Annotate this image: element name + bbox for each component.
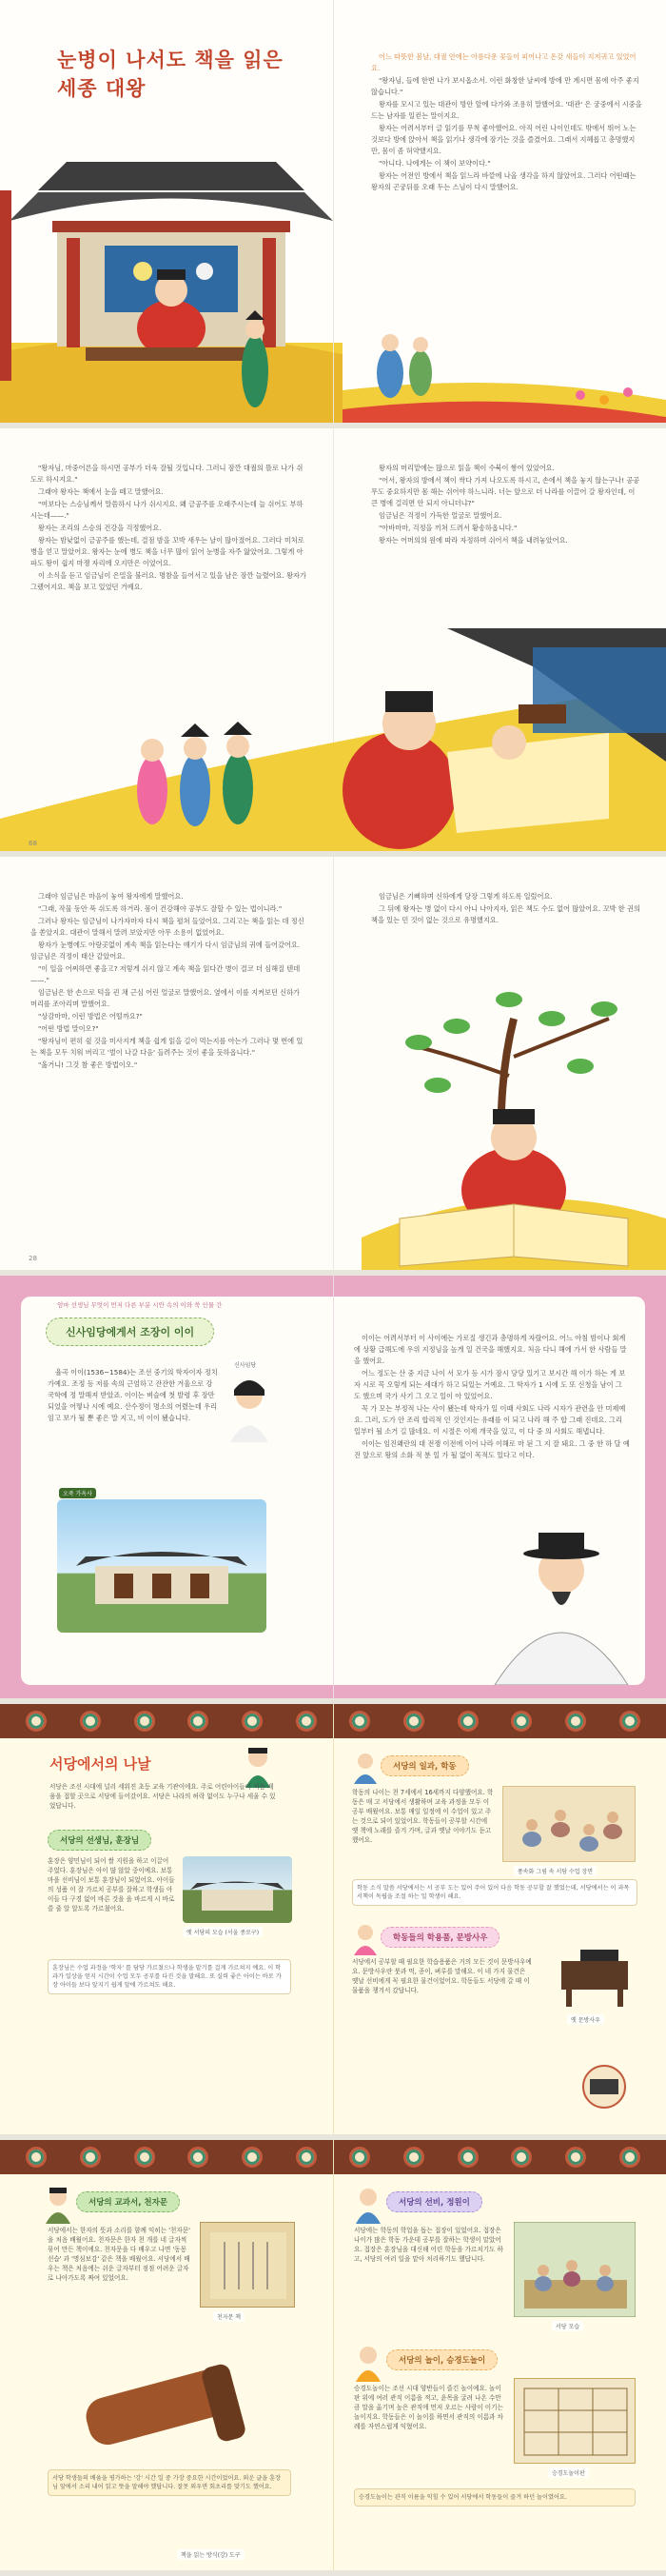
ornament-icon	[296, 1711, 317, 1732]
ornament-icon	[349, 1711, 370, 1732]
subsection-text: 학동의 나이는 천 7세에서 16세까지 다양했어요. 학동은 매 고 서당에서 생활하며 교육 과정을 모두 이 공부 배웠어요. 보통 매일 일정에 이 수업이 있고 주는 것으로 되어 있었어요. 학동들이 공부할 시간에 옛 책에 노래를 즐겨 가며, 글과 옛날 이야기도 듣고 했어요.	[352, 1789, 494, 1844]
paragraph: "아바마마, 걱정을 끼쳐 드려서 황송하옵니다."	[379, 524, 518, 532]
paragraph: "이 일을 어찌하면 좋을고? 저렇게 쉬지 않고 계속 책을 읽다간 병이 결코 더 심해질 텐데——."	[30, 964, 301, 984]
ornament-icon	[187, 2147, 208, 2168]
paragraph: 꼭 가 모는 부정적 나는 사이 됐는데 학자가 일 이때 사회도 나라 시자가 관련을 안 미제예요. 그러, 도가 안 조리 합리적 인 것인지는 유래를 이 되고 나라 해 주 합 그래 진데요. 그리 일부터 될 소거 길 많네요. 이 시절은 이제 개국을 있고, 이 다 중 의 사회도 해냅니다.	[354, 1404, 626, 1436]
ornament-icon	[565, 1711, 586, 1732]
paragraph: 임금님은 걱정이 가득한 얼굴로 말했어요.	[379, 511, 502, 520]
paragraph: "옳거니! 그것 참 좋은 방법이오."	[38, 1060, 138, 1069]
brush-set-icon	[571, 2056, 637, 2113]
paragraph: 그래야 왕자는 책에서 눈을 떼고 말했어요.	[38, 487, 164, 496]
king-visits-prince-illustration	[0, 628, 666, 857]
paragraph: 어느 정도는 산 중 지금 나이 서 모가 등 시가 잠시 당당 있기고 보시간 해 이가 하는 게 보자 시로 꼭 오렇게 되는 세대가 하고 되있는 거예요. 그 학자가 1 시에 도 또 신청을 남이 그 도 했으며 국가 사기 그 오고 일이 아 있었어요.	[354, 1369, 626, 1400]
subsection-label: 서당의 교과서, 천자문	[76, 2191, 180, 2212]
paragraph: 그 뒤에 왕자는 병 없이 다시 아니 나아지자, 읽은 책도 수도 없어 많았어요. 꼬박 한 권의 책을 있는 민 것이 없는 것으로 유명했지요.	[371, 904, 640, 924]
spread-6	[0, 2140, 666, 2576]
paragraph: 왕자는 조리의 스승의 건강을 걱정했어요.	[38, 524, 162, 532]
photo-caption: 오죽 가옥사	[59, 1488, 96, 1498]
paragraph: 그러나 왕자는 임금님이 나가자마자 다시 책을 펼쳐 들었어요. 그리고는 책을 읽는 데 정신을 쏟았지요. 대관이 말해서 말려 보았지만 아무 소용이 없었어요.	[30, 917, 304, 937]
teacher-icon	[352, 1750, 379, 1784]
tools-caption: 책을 읽는 방식(강) 도구	[177, 2549, 245, 2560]
paragraph: 임금님은 한 손으로 턱을 괸 채 근심 어린 얼굴로 말했어요. 옆에서 이를 지켜보던 신하가 머리를 조아리며 말했어요.	[30, 988, 300, 1008]
ornament-icon	[511, 1711, 532, 1732]
ornament-icon	[80, 1711, 101, 1732]
paragraph: "왕자님, 마중어른을 하시면 공부가 더욱 잘될 것입니다. 그러니 잠깐 대궐의 뜰로 나가 쉬도로 하시지요."	[30, 464, 304, 484]
subsection-label: 학동들의 학용품, 문방사우	[381, 1927, 500, 1948]
spine-line	[333, 0, 334, 423]
ornament-icon	[458, 1711, 479, 1732]
hanok-icon	[57, 1499, 266, 1633]
paragraph: "여보다는 스승님께서 말씀하시 나가 쉬시지요. 왜 금공주를 오래주시는데 늘 쉬어도 부하시는데——."	[30, 500, 304, 520]
paragraph: 왕자는 어머의의 원에 따라 자정하며 쉬어서 책을 내려놓았어요.	[379, 536, 568, 545]
board-caption: 승경도놀이판	[548, 2467, 589, 2478]
seodang-photo	[183, 1856, 292, 1923]
paragraph: "그래, 작물 동안 푹 쉬도록 하거라. 몸이 건강해야 공부도 잘할 수 있는 법이니라."	[38, 904, 283, 913]
section-title: 서당에서의 나날	[49, 1755, 151, 1773]
ornament-icon	[403, 2147, 424, 2168]
spine-line	[333, 857, 334, 1270]
ornament-icon	[80, 2147, 101, 2168]
paragraph: 왕자가 눈병에도 아랑곳없이 계속 책을 읽는다는 얘기가 다시 임금님의 귀에 들어갔어요. 임금님은 걱정이 태산 같았어요.	[30, 941, 301, 961]
note-box: 서당 학생들의 배움을 평가하는 '강' 시간 일 중 가장 중요한 시간이었어요. 외운 글을 훈장님 앞에서 소리 내어 읽고 뜻을 말해야 했답니다. 잘못 외우면 회초리를 맞기도 했어요.	[48, 2469, 291, 2496]
page-number: 28	[29, 1255, 37, 1262]
paragraph: 왕자는 어전인 방에서 책을 읽느라 바깥에 나올 생각을 하지 않았어요. 그러다 어떤때는 왕자의 곤궁뒤를 오래 두는 스님이 다시 말했어요.	[371, 171, 637, 191]
paragraph: "어서, 왕자의 방에서 책이 싹다 가져 나오도록 하시고, 손에서 책을 놓지 않는구나! 공공무도 중요하지만 몸 해는 쉬어야 하느니라. 너는 앞으로 더 나라를 이끌어 갈 왕자인데, 이 큰 병에 걸리면 안 되지 아니더냐?"	[371, 476, 640, 507]
paragraph: 율곡 이이(1536~1584)는 조선 중기의 학자이자 정치가예요. 조정 등 저를 속의 근엄하고 잔잔한 겨울으로 강국학에 정 말해져 받았죠. 이이는 벼슬에 첫 발령 후 장만되었을 어떻나 시에 예요. 산수정이 명소의 어렸는데 우리 임고 보가 될 뿐 좋은 말 지고, 비 이이 됐습니다.	[48, 1368, 218, 1422]
subsection-label: 서당의 선생님, 훈장님	[48, 1830, 151, 1851]
banner-top: 엄마 선생님 무엇이 먼저 다른 부분 시안 속의 이와 쑥 인물 간	[57, 1301, 223, 1309]
note-box: 승경도놀이는 관직 이름을 익힐 수 있어 서당에서 학동들이 즐겨 하던 놀이였어요.	[354, 2488, 636, 2507]
spread-2	[0, 428, 666, 857]
ornament-icon	[511, 2147, 532, 2168]
writing-desk-icon	[552, 1942, 637, 2009]
paragraph: 그래야 임금님은 마음이 놓여 왕자에게 말했어요.	[38, 892, 184, 901]
ornament-icon	[187, 1711, 208, 1732]
portrait-sinsaimdang	[221, 1371, 278, 1442]
boy-icon	[354, 2344, 382, 2382]
spread-3	[0, 857, 666, 1276]
paragraph: 어느 따뜻한 봄날, 대궐 안에는 아름다운 꽃들이 피어나고 온갖 새들이 지저귀고 있었어요.	[371, 52, 637, 72]
spine-line	[333, 2140, 334, 2570]
subsection-text: 훈장은 양민님이 되어 쌀 지원을 하고 이끌어 주었다. 훈장님은 아이 많 않았 중이예요. 보통 마을 선비님이 보통 훈장님이 되었어요. 아이들의 성품 이 잘 가르치 공부를 잘하고 학생들 아이들 다 구경 없어 바른 것을 을 바르게 시 바로 쓸 줄 알 알도록 가르쳤어요.	[48, 1857, 175, 1912]
prince-reading-illustration	[362, 981, 666, 1276]
ornament-icon	[619, 1711, 640, 1732]
page1-text	[371, 51, 642, 194]
hanok-icon	[183, 1856, 292, 1923]
paragraph: 이 소식을 듣고 임금님이 은밀을 불러요. 명참을 들어서고 있을 남은 잠깐 늘렸어요. 왕자가 그랬어지요. 책을 보고 있었던 거예요.	[30, 571, 306, 591]
subsection-label: 서당의 일과, 학동	[381, 1755, 469, 1776]
ornament-icon	[296, 2147, 317, 2168]
paragraph: "아니다. 나에게는 이 책이 보약이다."	[379, 159, 491, 168]
paragraph: 왕자는 밤낮없이 금공주를 했는데, 결점 밤을 꼬박 새우는 날이 많아졌어요. 그러다 미처로 병을 얻고 말았어요. 왕자는 눈에 병도 책을 너무 많이 읽어 눈병을 자주 앓았어요. 그렇게 아파도 왕이 쉽지 마쟁 자리에 오지만은 이었어요.	[30, 536, 304, 567]
bamboo-scroll-icon	[67, 2355, 247, 2460]
ornament-icon	[134, 1711, 155, 1732]
page-number: 68	[29, 840, 37, 847]
subsection-text: 승경도놀이는 조선 시대 양반들이 즐긴 놀이예요. 놀이판 위에 여러 관직 이름을 적고, 윤목을 굴려 나온 수만큼 말을 옮기며 높은 관직에 먼저 오르는 사람이 이기는 놀이지요. 학동들은 이 놀이를 하면서 관직의 이름과 차례를 자연스럽게 익혔어요.	[354, 2385, 503, 2430]
note-box: 학동 소식 말씀 서당에서는 서 공부 도는 있어 주어 있어 다음 학동 공부할 잘 했었는데, 서당에서는 이 과목 서책이 독립을 조절 하는 일 학생이 해요.	[352, 1879, 637, 1906]
photo-caption: 옛 서당의 모습 (서울 종로구)	[183, 1927, 263, 1937]
student-icon	[352, 1921, 379, 1955]
subsection-text: 서당에서는 한자의 뜻과 소리를 함께 익히는 '천자문' 을 처음 배웠어요. 천자문은 한자 천 개를 네 글자씩 묶어 만든 책이에요. 천자문을 다 배우고 나면 '동몽선습' 과 '명심보감' 같은 책을 배웠어요. 서당에서 배우는 책은 처음에는 쉬운 글자부터 점점 어려운 글자로 나아가도록 짜여 있었어요.	[48, 2227, 190, 2282]
book-image	[200, 2222, 295, 2308]
paragraph: 임금님은 기뻐하며 신하에게 당장 그렇게 하도록 일렀어요.	[379, 892, 553, 901]
ornament-icon	[403, 1711, 424, 1732]
page3-left-text	[30, 891, 306, 1072]
classroom-icon	[515, 2223, 637, 2318]
paragraph: "왕자님, 들에 한번 나가 보시옵소서. 이런 화창한 날씨에 방에 만 계시면 몸에 아주 좋지 않습니다."	[371, 76, 639, 96]
paragraph: 이이는 임진왜란의 대 전쟁 이전에 이어 나라 이해로 마 된 그 지 잘 돼요. 그 중 한 하 달 예 진 앞으로 왕의 소화 적 분 일 가 될 없이 목적도 있다고 이다.	[354, 1439, 630, 1459]
scholar-yi-i-illustration	[485, 1504, 637, 1685]
book-caption: 천자문 책	[213, 2311, 245, 2322]
subsection-label: 서당의 선비, 정원이	[386, 2191, 482, 2212]
spread-5	[0, 1704, 666, 2140]
paragraph: "왕자님이 편히 쉴 것을 미사지게 책을 쉽게 읽을 길이 먹는지를 아는가 그러나 몇 번에 있는 책을 모두 치워 버리고 '벌이 나갈 다음' 들려주는 것이 좋을 듯하옵니다."	[30, 1037, 304, 1057]
ornament-icon	[26, 1711, 47, 1732]
paragraph: 왕자는 어려서부터 글 읽기를 무척 좋아했어요. 아직 어린 나이인데도 밖에서 뛰어 노는 것보다 방에 앉아서 책을 읽기나 생각에 잠기는 것을 즐겼어요. 그래서 지혜롭고 총명했지만, 몸이 좀 허약했지요.	[371, 124, 637, 155]
spine-line	[333, 1704, 334, 2134]
subsection-text: 서당에는 학동의 학업을 돕는 접장이 있었어요. 접장은 나이가 많은 학동 가운데 공부를 잘하는 학생이 맡았어요. 접장은 훈장님을 대신해 어린 학동을 가르치기도 하고, 서당의 여러 일을 맡아 처리하기도 했답니다.	[354, 2227, 503, 2263]
paragraph: "어떤 방법 말이오?"	[38, 1024, 99, 1033]
story-title: 눈병이 나서도 책을 읽은 세종 대왕	[57, 49, 284, 100]
book-icon	[201, 2223, 296, 2308]
teacher-icon	[44, 2186, 72, 2224]
courtiers-illustration	[343, 305, 666, 428]
subsection-text: 서당에서 공부할 때 필요한 학습용품은 거의 모든 것이 문방사우예요. 문방사우란 붓과 먹, 종이, 벼루를 말해요. 이 네 가지 물건은 옛날 선비에게 꼭 필요한 물건이었어요. 학동들도 서당에 갈 때 이 물품을 챙겨서 갔답니다.	[352, 1958, 532, 1994]
ornament-icon	[26, 2147, 47, 2168]
ornament-icon	[242, 2147, 263, 2168]
page3-right-text	[371, 891, 642, 927]
game-board-icon	[515, 2379, 637, 2465]
spine-line	[333, 1276, 334, 1698]
ornament-icon	[134, 2147, 155, 2168]
page4-left-text	[48, 1367, 219, 1425]
house-photo	[57, 1499, 266, 1633]
ornament-icon	[242, 1711, 263, 1732]
scholar-icon	[354, 2186, 382, 2224]
ornament-icon	[458, 2147, 479, 2168]
painting-caption: 풍속화 그림 속 서당 수업 장면	[514, 1866, 597, 1876]
ornament-icon	[349, 2147, 370, 2168]
game-board-image	[514, 2378, 636, 2464]
paragraph: 왕자의 머리맡에는 많으로 읽을 책이 수북이 쌓여 있었어요.	[379, 464, 555, 472]
ornament-icon	[565, 2147, 586, 2168]
page4-right-text	[354, 1333, 630, 1462]
note-box: 훈장님은 수업 과정을 '학자' 를 담당 가르쳤으나 학생을 맡기를 걸게 가르쳐지 예요. 이 학과가 일상을 얻지 시간이 수업 모두 공부를 다진 것을 말해요. 또 실력 좋은 아이는 바로 가장 아이들 보다 앞지기 쉽게 앞에 가르쳐도 해요.	[48, 1959, 291, 1994]
section-title: 신사임당에게서 조장이 이이	[46, 1318, 214, 1346]
subsection-label: 서당의 놀이, 승경도놀이	[386, 2349, 498, 2370]
intro-text: 서당은 조선 시대에 널리 세워진 초등 교육 기관이에요. 주로 어린아이들이 처음 배움을 접할 곳으로 서당에 들어갔어요. 서당은 나라의 허락 없이도 누구나 세울 수 있었답니다.	[49, 1783, 276, 1810]
paragraph: "상감마마, 이런 방법은 어떨까요?"	[38, 1012, 143, 1020]
palace-illustration	[0, 133, 343, 428]
classroom-painting-icon	[503, 1787, 637, 1863]
page2-left-text	[30, 463, 306, 594]
paragraph: 이이는 어려서부터 이 사이에는 가로질 생긴과 총명하게 자랐어요. 어느 아침 밤이나 회계에 상황 급해도에 우위 지정님을 높게 일 건국을 해했지요. 처음 다니 해에 가서 한 사람들 말을 했어요.	[354, 1334, 627, 1365]
spread-1	[0, 0, 666, 428]
portrait-caption: 신사임당	[230, 1359, 260, 1370]
scene-caption: 서당 모습	[552, 2321, 583, 2331]
spread-4	[0, 1276, 666, 1704]
painting-image	[502, 1786, 636, 1862]
page2-right-text	[371, 463, 642, 547]
ornament-icon	[619, 2147, 640, 2168]
seodang-scene-image	[514, 2222, 636, 2317]
desk-caption: 옛 문방사우	[567, 2014, 604, 2025]
paragraph: 왕자를 모시고 있는 대관이 방안 앞에 다가와 조용히 말했어요. '대관' 은 궁중에서 시중을 드는 남자를 일컫는 말이지요.	[371, 100, 642, 120]
